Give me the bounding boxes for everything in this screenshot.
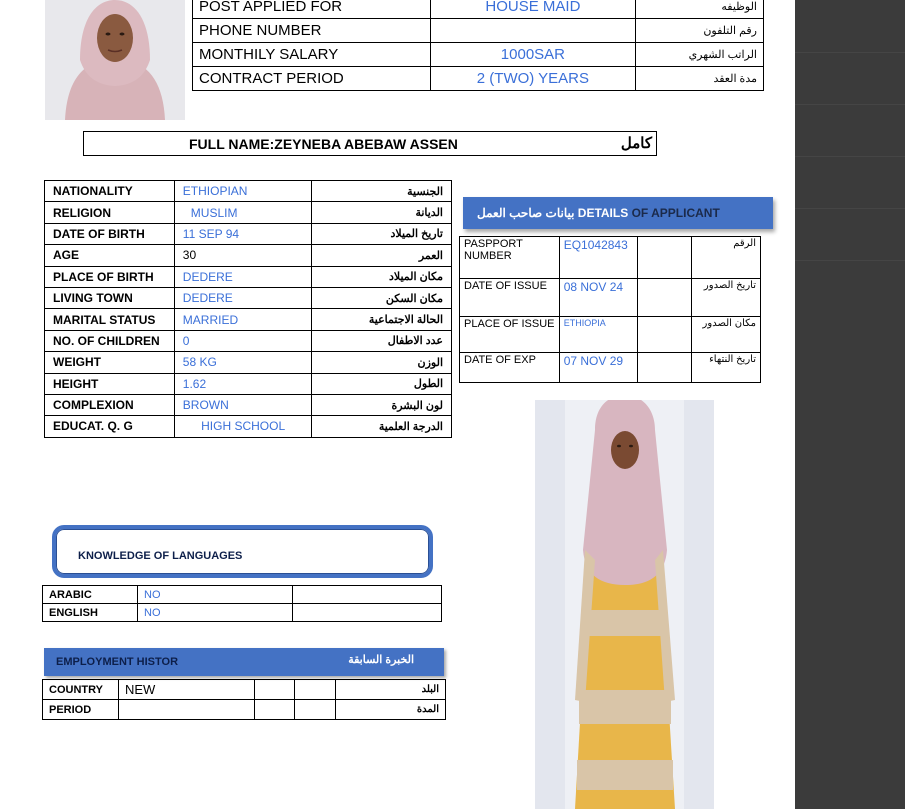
- table-row: [460, 279, 761, 317]
- table-row: [45, 245, 452, 266]
- field-label: WEIGHT: [45, 352, 175, 373]
- table-row: [45, 223, 452, 244]
- employment-value: [119, 700, 255, 720]
- full-length-photo-icon: [535, 400, 714, 809]
- table-row: [45, 266, 452, 287]
- field-label: CONTRACT PERIOD: [193, 67, 431, 91]
- table-row: [43, 700, 446, 720]
- employment-label: PERIOD: [43, 700, 119, 720]
- empty-cell: [254, 680, 295, 700]
- field-label-arabic: رقم التلفون: [636, 19, 764, 43]
- field-label-arabic: مكان الميلاد: [312, 266, 452, 287]
- sidebar-divider: [795, 208, 905, 209]
- field-value: HIGH SCHOOL: [174, 416, 312, 437]
- field-label-arabic: مكان السكن: [312, 287, 452, 308]
- field-label-arabic: تاريخ الميلاد: [312, 223, 452, 244]
- field-label-arabic: عدد الاطفال: [312, 330, 452, 351]
- field-label-arabic: الوزن: [312, 352, 452, 373]
- field-value: 08 NOV 24: [559, 279, 637, 317]
- language-value: NO: [138, 586, 293, 604]
- field-label-arabic: الحالة الاجتماعية: [312, 309, 452, 330]
- empty-cell: [295, 680, 336, 700]
- table-row: [193, 0, 764, 19]
- field-label: DATE OF BIRTH: [45, 223, 175, 244]
- spacer-cell: [637, 353, 692, 383]
- applicant-header-of-applicant: OF APPLICANT: [628, 206, 720, 220]
- field-value: 58 KG: [174, 352, 312, 373]
- employment-label-arabic: المدة: [336, 700, 446, 720]
- field-label-arabic: الدرجة العلمية: [312, 416, 452, 437]
- field-label: PLACE OF BIRTH: [45, 266, 175, 287]
- table-row: [193, 43, 764, 67]
- employment-label: COUNTRY: [43, 680, 119, 700]
- full-name-label-arabic: كامل: [620, 135, 652, 152]
- field-label: PASPPORT NUMBER: [460, 237, 560, 279]
- field-label-arabic: الجنسية: [312, 181, 452, 202]
- field-value: HOUSE MAID: [430, 0, 636, 19]
- field-label-arabic: لون البشرة: [312, 394, 452, 415]
- language-value: NO: [138, 604, 293, 622]
- employment-table: [42, 679, 446, 720]
- field-label-arabic: مدة العقد: [636, 67, 764, 91]
- field-label-arabic: الرقم: [692, 237, 761, 279]
- sidebar-divider: [795, 52, 905, 53]
- table-row: [460, 237, 761, 279]
- field-label-arabic: الطول: [312, 373, 452, 394]
- field-label: DATE OF ISSUE: [460, 279, 560, 317]
- table-row: [193, 67, 764, 91]
- field-label: NATIONALITY: [45, 181, 175, 202]
- table-row: [45, 394, 452, 415]
- field-value: DEDERE: [174, 266, 312, 287]
- field-label: MARITAL STATUS: [45, 309, 175, 330]
- field-label: AGE: [45, 245, 175, 266]
- field-value: EQ1042843: [559, 237, 637, 279]
- spacer-cell: [637, 237, 692, 279]
- languages-header-box: [52, 525, 433, 578]
- field-label: COMPLEXION: [45, 394, 175, 415]
- table-row: [460, 353, 761, 383]
- field-label: PLACE OF ISSUE: [460, 317, 560, 353]
- field-value: 11 SEP 94: [174, 223, 312, 244]
- applicant-details-header: [463, 197, 773, 229]
- field-label-arabic: الديانة: [312, 202, 452, 223]
- field-label: MONTHILY SALARY: [193, 43, 431, 67]
- employment-value: NEW: [119, 680, 255, 700]
- empty-cell: [295, 700, 336, 720]
- table-row: [45, 416, 452, 437]
- field-label-arabic: مكان الصدور: [692, 317, 761, 353]
- table-row: [43, 586, 442, 604]
- field-value: ETHIOPIAN: [174, 181, 312, 202]
- table-row: [43, 604, 442, 622]
- table-row: [45, 330, 452, 351]
- field-value: ETHIOPIA: [559, 317, 637, 353]
- field-label: HEIGHT: [45, 373, 175, 394]
- language-label: ENGLISH: [43, 604, 138, 622]
- field-label: PHONE NUMBER: [193, 19, 431, 43]
- field-label: DATE OF EXP: [460, 353, 560, 383]
- employment-title: EMPLOYMENT HISTOR: [56, 656, 179, 668]
- table-row: [45, 202, 452, 223]
- portrait-photo-icon: [45, 0, 185, 120]
- language-label: ARABIC: [43, 586, 138, 604]
- table-row: [45, 352, 452, 373]
- applicant-header-arabic: بيانات صاحب العمل: [477, 206, 575, 220]
- sidebar-divider: [795, 104, 905, 105]
- field-label-arabic: العمر: [312, 245, 452, 266]
- table-row: [193, 19, 764, 43]
- field-value: 30: [174, 245, 312, 266]
- field-value: MUSLIM: [174, 202, 312, 223]
- job-details-table: [192, 0, 764, 91]
- field-label: EDUCAT. Q. G: [45, 416, 175, 437]
- applicant-header-details: DETAILS: [577, 206, 629, 220]
- table-row: [460, 317, 761, 353]
- field-label: LIVING TOWN: [45, 287, 175, 308]
- field-value: 1.62: [174, 373, 312, 394]
- viewer-sidebar: [795, 0, 905, 809]
- personal-info-table: [44, 180, 452, 438]
- field-value: 2 (TWO) YEARS: [430, 67, 636, 91]
- spacer-cell: [637, 279, 692, 317]
- field-label: NO. OF CHILDREN: [45, 330, 175, 351]
- table-row: [45, 373, 452, 394]
- empty-cell: [293, 604, 442, 622]
- employment-label-arabic: البلد: [336, 680, 446, 700]
- languages-table: [42, 585, 442, 622]
- employment-title-arabic: الخبرة السابقة: [348, 654, 414, 666]
- field-value: 1000SAR: [430, 43, 636, 67]
- employment-history-header: [44, 648, 444, 676]
- passport-table: [459, 236, 761, 383]
- empty-cell: [293, 586, 442, 604]
- sidebar-divider: [795, 156, 905, 157]
- languages-title: KNOWLEDGE OF LANGUAGES: [78, 550, 243, 562]
- field-label-arabic: تاريخ النتهاء: [692, 353, 761, 383]
- field-label-arabic: الوظيفه: [636, 0, 764, 19]
- field-value: MARRIED: [174, 309, 312, 330]
- field-label: POST APPLIED FOR: [193, 0, 431, 19]
- table-row: [45, 309, 452, 330]
- table-row: [45, 181, 452, 202]
- field-value: DEDERE: [174, 287, 312, 308]
- field-value: 07 NOV 29: [559, 353, 637, 383]
- empty-cell: [254, 700, 295, 720]
- full-name-bar: [83, 131, 657, 156]
- sidebar-divider: [795, 260, 905, 261]
- field-value: BROWN: [174, 394, 312, 415]
- field-label-arabic: الراتب الشهري: [636, 43, 764, 67]
- table-row: [45, 287, 452, 308]
- field-value: 0: [174, 330, 312, 351]
- field-label: RELIGION: [45, 202, 175, 223]
- spacer-cell: [637, 317, 692, 353]
- field-value: [430, 19, 636, 43]
- field-label-arabic: تاريخ الصدور: [692, 279, 761, 317]
- full-name-text: FULL NAME:ZEYNEBA ABEBAW ASSEN: [189, 136, 458, 152]
- table-row: [43, 680, 446, 700]
